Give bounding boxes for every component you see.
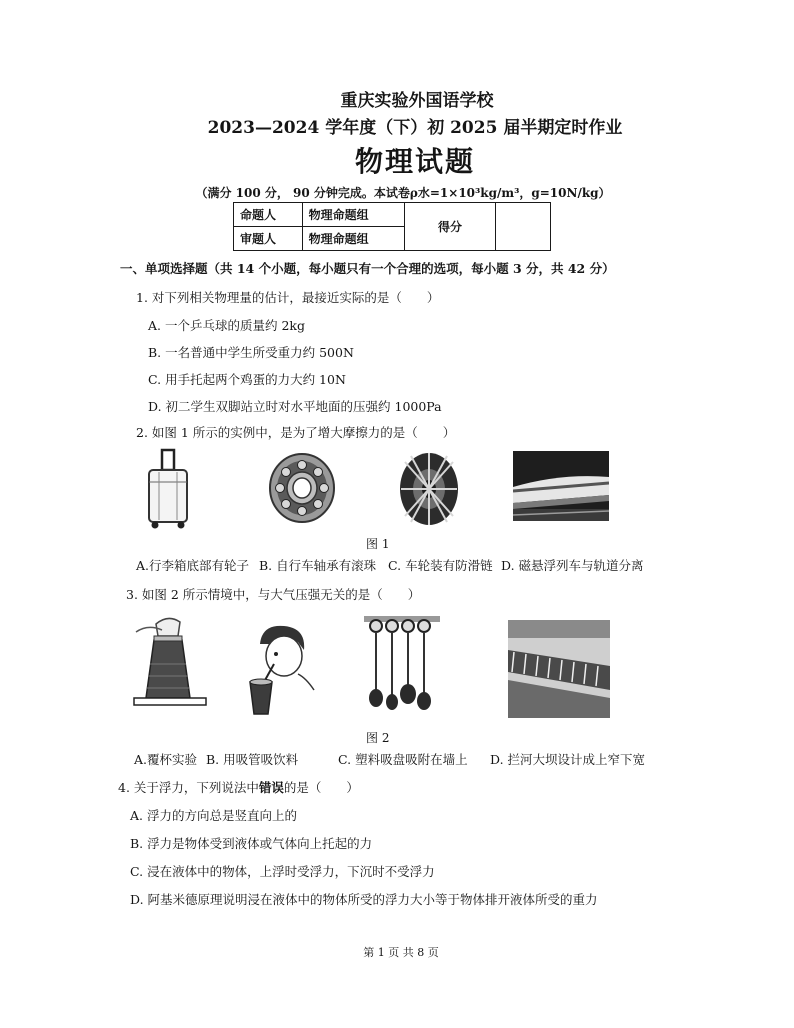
q4-stem [118, 778, 359, 796]
figure-2-caption: 图 2 [366, 731, 390, 745]
q2-option-a: A.行李箱底部有轮子 [136, 558, 250, 573]
figure-1-caption: 图 1 [366, 537, 390, 551]
suction-cup-hooks-image [362, 614, 442, 712]
page-footer: 第 1 页 共 8 页 [363, 946, 439, 959]
setter-value: 物理命题组 [302, 203, 404, 227]
q3-option-c: C. 塑料吸盘吸附在墙上 [338, 752, 468, 767]
bearing-image [268, 452, 336, 524]
reviewer-value: 物理命题组 [302, 227, 404, 251]
q3-option-b: B. 用吸管吸饮料 [206, 752, 299, 767]
section-title: 一、单项选择题（共 14 个小题，每小题只有一个合理的选项，每小题 3 分，共 42 分） [120, 261, 615, 276]
info-table [233, 202, 551, 251]
cup-covering-experiment-image [128, 614, 212, 710]
q4-stem-suffix: 的是（ ） [283, 780, 359, 795]
boy-drinking-straw-image [240, 620, 320, 716]
q4-stem-prefix: 4. 关于浮力，下列说法中 [118, 780, 259, 795]
q2-option-d: D. 磁悬浮列车与轨道分离 [501, 558, 644, 573]
q1-option-c: C. 用手托起两个鸡蛋的力大约 10N [148, 372, 346, 387]
maglev-train-image [513, 451, 609, 521]
q4-option-b: B. 浮力是物体受到液体或气体向上托起的力 [130, 836, 373, 851]
setter-label: 命题人 [234, 203, 303, 227]
q1-option-d: D. 初二学生双脚站立时对水平地面的压强约 1000Pa [148, 399, 442, 414]
exam-subject-title: 物理试题 [354, 145, 475, 178]
q4-option-d: D. 阿基米德原理说明浸在液体中的物体所受的浮力大小等于物体排开液体所受的重力 [130, 892, 598, 907]
q4-stem-emphasis: 错误 [258, 780, 284, 795]
q1-option-a: A. 一个乒乓球的质量约 2kg [148, 318, 305, 333]
score-box[interactable] [496, 203, 551, 251]
school-name: 重庆实验外国语学校 [340, 91, 494, 111]
q3-option-a: A.覆杯实验 [134, 752, 198, 767]
q2-option-b: B. 自行车轴承有滚珠 [259, 558, 377, 573]
exam-note: （满分 100 分， 90 分钟完成。本试卷ρ水=1×10³kg/m³，g=10N/kg） [195, 186, 611, 200]
q1-stem: 1. 对下列相关物理量的估计，最接近实际的是（ ） [136, 290, 440, 305]
q2-option-c: C. 车轮装有防滑链 [388, 558, 493, 573]
q1-option-b: B. 一名普通中学生所受重力约 500N [148, 345, 354, 360]
exam-term: 2023—2024 学年度（下）初 2025 届半期定时作业 [207, 118, 623, 138]
river-dam-image [508, 620, 610, 718]
suitcase-image [145, 448, 191, 530]
snow-chain-tire-image [397, 450, 461, 528]
q4-option-c: C. 浸在液体中的物体，上浮时受浮力，下沉时不受浮力 [130, 864, 435, 879]
q3-option-d: D. 拦河大坝设计成上窄下宽 [490, 752, 646, 767]
q2-stem: 2. 如图 1 所示的实例中，是为了增大摩擦力的是（ ） [136, 425, 456, 440]
q4-option-a: A. 浮力的方向总是竖直向上的 [130, 808, 297, 823]
q3-stem: 3. 如图 2 所示情境中，与大气压强无关的是（ ） [126, 587, 421, 602]
reviewer-label: 审题人 [234, 227, 303, 251]
score-label: 得分 [405, 203, 496, 251]
